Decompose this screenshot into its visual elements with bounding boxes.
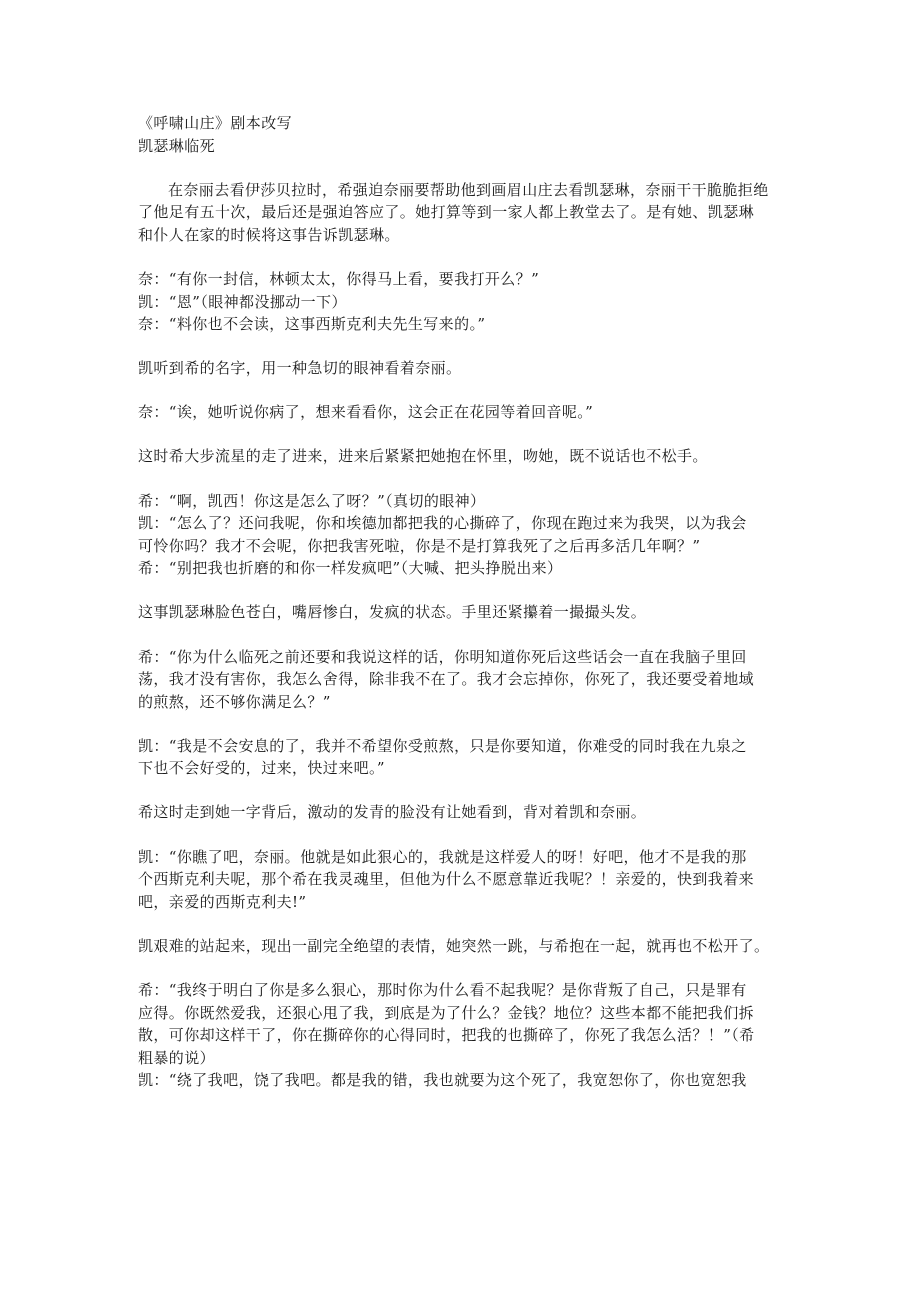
paragraph (138, 357, 786, 380)
paragraph (138, 935, 786, 958)
text-line: 凯：“我是不会安息的了，我并不希望你受煎熬，只是你要知道，你难受的同时我在九泉之 (138, 736, 747, 755)
text-line: 希：“啊，凯西！你这是怎么了呀？”（真切的眼神） (138, 491, 486, 510)
paragraph (138, 179, 786, 247)
text-line: 应得。你既然爱我，还狠心甩了我，到底是为了什么？金钱？地位？这些本都不能把我们拆 (138, 1003, 755, 1022)
paragraph (138, 646, 786, 714)
text-line: 希：“我终于明白了你是多么狠心，那时你为什么看不起我呢？是你背叛了自己，只是罪有 (138, 980, 747, 999)
text-line: 希：“别把我也折磨的和你一样发疯吧”（大喊、把头挣脱出来） (138, 559, 563, 578)
document-body (138, 112, 786, 1092)
text-line: 凯：“恩”（眼神都没挪动一下） (138, 292, 347, 311)
text-line: 这时希大步流星的走了进来，进来后紧紧把她抱在怀里，吻她，既不说话也不松手。 (138, 447, 708, 466)
document-subtitle: 凯瑟琳临死 (138, 136, 216, 155)
text-line: 希这时走到她一字背后，激动的发青的脸没有让她看到，背对着凯和奈丽。 (138, 803, 647, 822)
text-line: 凯艰难的站起来，现出一副完全绝望的表情，她突然一跳，与希抱在一起，就再也不松开了。 (138, 936, 770, 955)
paragraph (138, 801, 786, 824)
text-line: 凯：“绕了我吧，饶了我吧。都是我的错，我也就要为这个死了，我宽恕你了，你也宽恕我 (138, 1071, 747, 1090)
paragraph (138, 268, 786, 336)
text-line: 吧，亲爱的西斯克利夫!” (138, 892, 307, 911)
text-line: 这事凯瑟琳脸色苍白，嘴唇惨白，发疯的状态。手里还紧攥着一撮撮头发。 (138, 603, 647, 622)
text-line: 荡，我才没有害你，我怎么舍得，除非我不在了。我才会忘掉你，你死了，我还要受着地域 (138, 670, 755, 689)
text-line: 散，可你却这样干了，你在撕碎你的心得同时，把我的也撕碎了，你死了我怎么活？！”（希 (138, 1026, 755, 1045)
text-line: 凯：“你瞧了吧，奈丽。他就是如此狠心的，我就是这样爱人的呀！好吧，他才不是我的那 (138, 847, 747, 866)
paragraph (138, 490, 786, 580)
text-line: 凯：“怎么了？还问我呢，你和埃德加都把我的心撕碎了，你现在跑过来为我哭，以为我会 (138, 514, 747, 533)
text-line: 奈：“有你一封信，林顿太太，你得马上看，要我打开么？” (138, 269, 540, 288)
text-line: 了他足有五十次，最后还是强迫答应了。她打算等到一家人都上教堂去了。是有她、凯瑟琳 (138, 203, 755, 222)
text-line: 下也不会好受的，过来，快过来吧。” (138, 759, 385, 778)
text-line: 凯听到希的名字，用一种急切的眼神看着奈丽。 (138, 359, 462, 378)
text-line: 个西斯克利夫呢，那个希在我灵魂里，但他为什么不愿意靠近我呢？！亲爱的，快到我着来 (138, 870, 755, 889)
paragraph (138, 401, 786, 424)
document-title: 《呼啸山庄》剧本改写 (138, 114, 293, 132)
text-line: 可怜你吗？我才不会呢，你把我害死啦，你是不是打算我死了之后再多活几年啊？” (138, 536, 701, 555)
paragraph (138, 445, 786, 468)
text-line: 奈：“诶，她听说你病了，想来看看你，这会正在花园等着回音呢。” (138, 403, 594, 422)
text-line: 粗暴的说） (138, 1048, 216, 1067)
paragraph (138, 979, 786, 1092)
text-line: 希：“你为什么临死之前还要和我说这样的话，你明知道你死后这些话会一直在我脑子里回 (138, 647, 747, 666)
text-line: 的煎熬，还不够你满足么？” (138, 692, 331, 711)
text-line: 和仆人在家的时候将这事告诉凯瑟琳。 (138, 225, 400, 244)
paragraph (138, 601, 786, 624)
paragraph (138, 846, 786, 914)
text-line: 在奈丽去看伊莎贝拉时，希强迫奈丽要帮助他到画眉山庄去看凯瑟琳，奈丽干干脆脆拒绝 (168, 180, 769, 199)
text-line: 奈：“料你也不会读，这事西斯克利夫先生写来的。” (138, 315, 486, 334)
paragraph (138, 735, 786, 780)
